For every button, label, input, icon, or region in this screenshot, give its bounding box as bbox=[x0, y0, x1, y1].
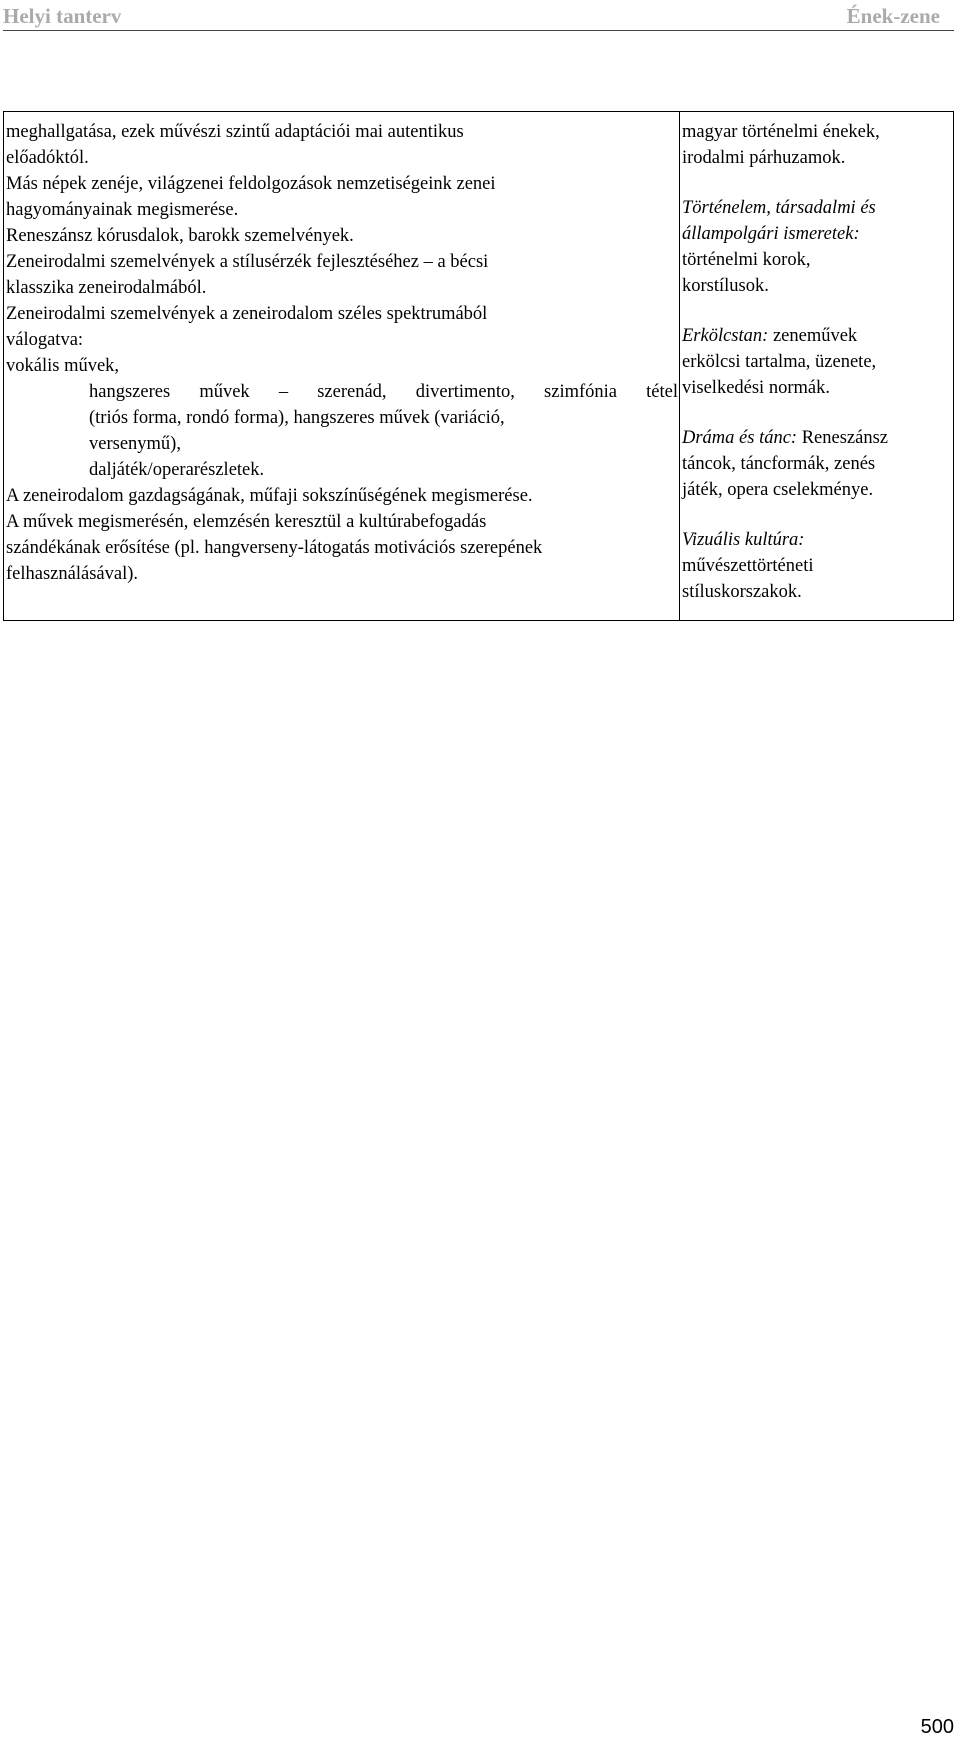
connection-line: viselkedési normák. bbox=[682, 378, 830, 398]
content-line: Más népek zenéje, világzenei feldolgozások nemzetiségeink zenei bbox=[6, 174, 496, 194]
connection-line: erkölcsi tartalma, üzenete, bbox=[682, 352, 877, 372]
content-line: A zeneirodalom gazdagságának, műfaji sokszínűségének megismerése. bbox=[6, 486, 533, 506]
connection-line: stíluskorszakok. bbox=[682, 582, 802, 602]
column-divider bbox=[679, 112, 680, 620]
content-line: A művek megismerésén, elemzésén keresztül a kultúrabefogadás bbox=[6, 512, 487, 532]
content-line: vokális művek, bbox=[6, 356, 120, 376]
connection-line: korstílusok. bbox=[682, 276, 769, 296]
content-line: Zeneirodalmi szemelvények a zeneirodalom széles spektrumából bbox=[6, 304, 488, 324]
content-line: klasszika zeneirodalmából. bbox=[6, 278, 207, 298]
connection-label: Erkölcstan: bbox=[682, 326, 769, 346]
curriculum-table bbox=[3, 111, 954, 621]
connection-line: magyar történelmi énekek, bbox=[682, 122, 880, 142]
connection-label: Vizuális kultúra: bbox=[682, 530, 805, 550]
connection-line: játék, opera cselekménye. bbox=[682, 480, 874, 500]
indented-line: daljáték/operarészletek. bbox=[89, 460, 265, 480]
page-header bbox=[3, 0, 954, 31]
connection-line: művészettörténeti bbox=[682, 556, 814, 576]
connection-line: irodalmi párhuzamok. bbox=[682, 148, 846, 168]
header-doc-title: Helyi tanterv bbox=[3, 4, 122, 28]
connection-line: táncok, táncformák, zenés bbox=[682, 454, 876, 474]
header-subject: Ének-zene bbox=[846, 4, 940, 28]
content-line: felhasználásával). bbox=[6, 564, 138, 584]
content-line: hagyományainak megismerése. bbox=[6, 200, 239, 220]
indented-line: (triós forma, rondó forma), hangszeres művek (variáció, bbox=[89, 408, 505, 428]
page-number: 500 bbox=[920, 1716, 954, 1738]
content-line: Reneszánsz kórusdalok, barokk szemelvények. bbox=[6, 226, 354, 246]
connection-line: Reneszánsz bbox=[797, 428, 889, 448]
connections-cell bbox=[682, 119, 952, 605]
connection-label: Dráma és tánc: bbox=[682, 428, 798, 448]
connection-line: történelmi korok, bbox=[682, 250, 811, 270]
connection-label: Történelem, társadalmi és bbox=[682, 198, 876, 218]
connection-line: zeneművek bbox=[768, 326, 858, 346]
content-line: meghallgatása, ezek művészi szintű adaptációi mai autentikus bbox=[6, 122, 464, 142]
content-line: szándékának erősítése (pl. hangverseny-látogatás motivációs szerepének bbox=[6, 538, 543, 558]
content-cell bbox=[6, 119, 678, 587]
content-line: Zeneirodalmi szemelvények a stílusérzék fejlesztéséhez – a bécsi bbox=[6, 252, 489, 272]
indented-line: versenymű), bbox=[89, 434, 181, 454]
content-line: válogatva: bbox=[6, 330, 84, 350]
indented-line: hangszeres művek – szerenád, divertimento, szimfónia tétel bbox=[89, 382, 678, 402]
connection-label: állampolgári ismeretek: bbox=[682, 224, 860, 244]
content-line: előadóktól. bbox=[6, 148, 89, 168]
